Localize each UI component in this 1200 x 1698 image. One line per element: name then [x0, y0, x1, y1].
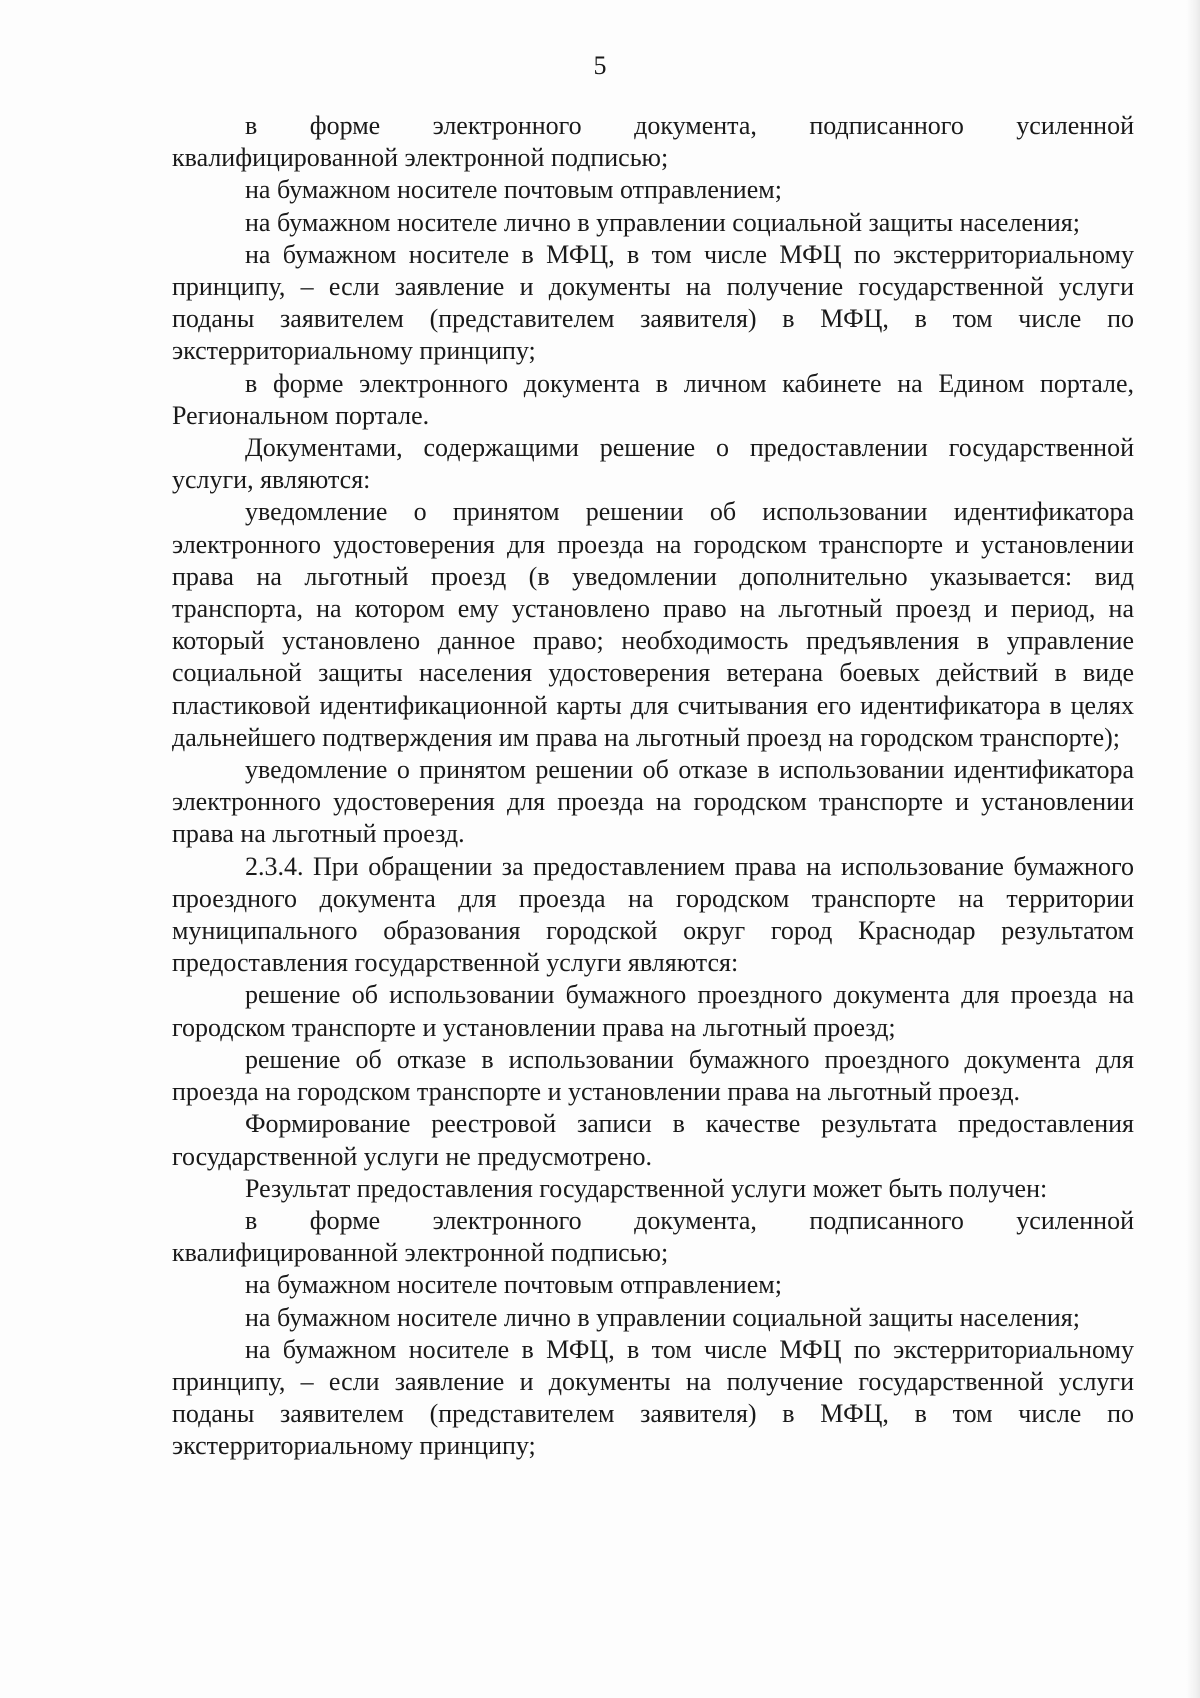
paragraph: уведомление о принятом решении об использовании идентификатора электронного удостоверения для проезда на городском транспорте и установлении права на льготный проезд (в уведомлении дополнительно указывается: вид транспорта, на котором ему установлено право на льготный проезд и период, на который установлено данное право; необходимость предъявления в управление социальной защиты населения удостоверения ветерана боевых действий в виде пластиковой идентификационной карты для считывания его идентификатора в целях дальнейшего подтверждения им права на льготный проезд на городском транспорте);	[172, 497, 1134, 752]
scan-edge-shadow	[1186, 0, 1200, 1698]
paragraph: на бумажном носителе лично в управлении социальной защиты населения;	[245, 1302, 1080, 1332]
paragraph: Формирование реестровой записи в качестве результата предоставления государственной услуги не предусмотрено.	[172, 1109, 1134, 1171]
paragraph: на бумажном носителе в МФЦ, в том числе МФЦ по экстерриториальному принципу, – если заявление и документы на получение государственной услуги поданы заявителем (представителем заявителя) в МФЦ, в том числе по экстерриториальному принципу;	[172, 239, 1134, 366]
paragraph: в форме электронного документа в личном кабинете на Едином портале, Региональном портале.	[172, 368, 1134, 430]
paragraph: на бумажном носителе почтовым отправлением;	[245, 175, 782, 205]
paragraph: Результат предоставления государственной услуги может быть получен:	[245, 1173, 1048, 1203]
page-number: 5	[593, 51, 607, 80]
paragraph: на бумажном носителе в МФЦ, в том числе МФЦ по экстерриториальному принципу, – если заявление и документы на получение государственной услуги поданы заявителем (представителем заявителя) в МФЦ, в том числе по экстерриториальному принципу;	[172, 1334, 1134, 1461]
paragraph: на бумажном носителе почтовым отправлением;	[245, 1270, 782, 1300]
document-body	[172, 110, 1134, 1463]
paragraph: Документами, содержащими решение о предоставлении государственной услуги, являются:	[172, 433, 1134, 495]
paragraph: решение об отказе в использовании бумажного проездного документа для проезда на городском транспорте и установлении права на льготный проезд.	[172, 1044, 1134, 1107]
paragraph: решение об использовании бумажного проездного документа для проезда на городском транспорте и установлении права на льготный проезд;	[172, 980, 1134, 1042]
paragraph: в форме электронного документа, подписанного усиленной квалифицированной электронной подписью;	[172, 111, 1134, 173]
paragraph: 2.3.4. При обращении за предоставлением права на использование бумажного проездного документа для проезда на городском транспорте на территории муниципального образования городской округ город Краснодар результатом предоставления государственной услуги являются:	[172, 851, 1134, 978]
paragraph: в форме электронного документа, подписанного усиленной квалифицированной электронной подписью;	[172, 1205, 1134, 1268]
paragraph: уведомление о принятом решении об отказе в использовании идентификатора электронного удостоверения для проезда на городском транспорте и установлении права на льготный проезд.	[172, 755, 1134, 849]
paragraph: на бумажном носителе лично в управлении социальной защиты населения;	[245, 207, 1080, 237]
